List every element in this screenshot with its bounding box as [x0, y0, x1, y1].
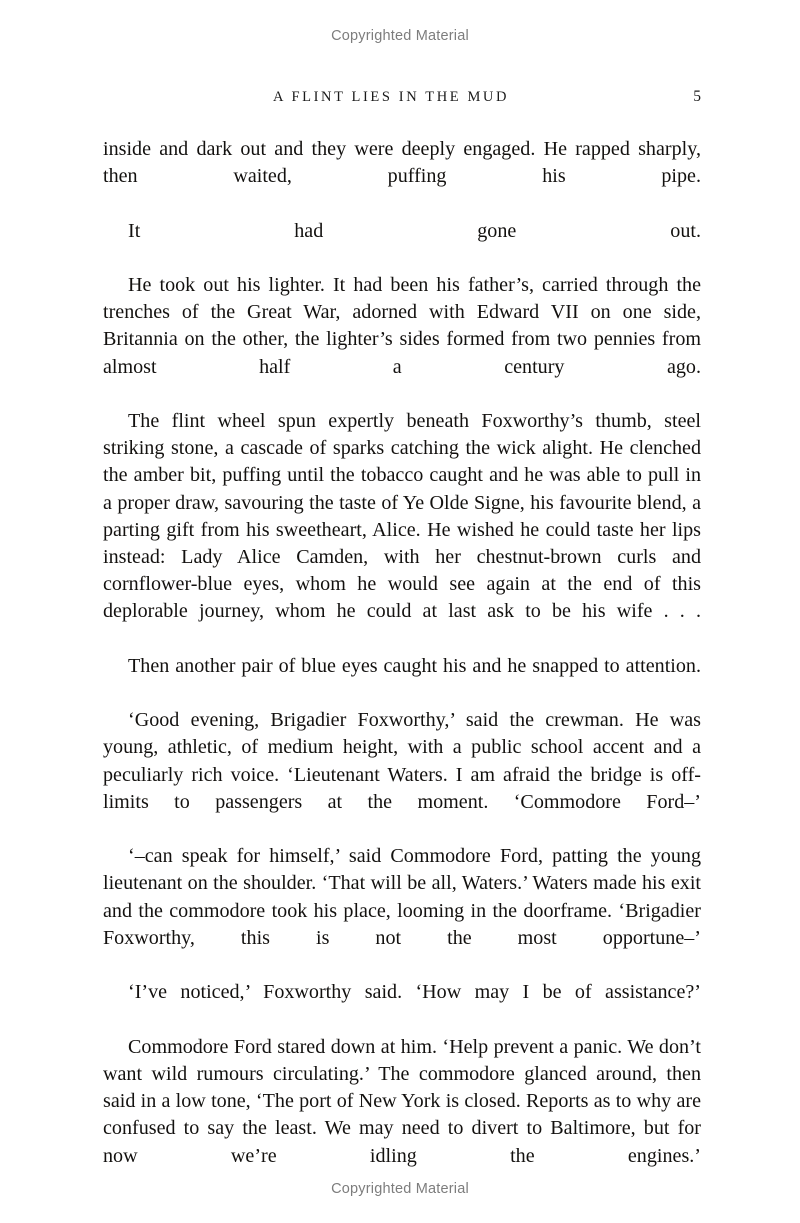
paragraph: Commodore Ford stared down at him. ‘Help prevent a panic. We don’t want wild rumours circulating.’ The commodore glanced around, then said in a low tone, ‘The port of New York is closed. Reports as to why are confused to say the least. We may need to divert to Baltimore, but for now we’re idling the engines.’ — [103, 1035, 701, 1167]
copyright-watermark-bottom: Copyrighted Material — [331, 1181, 469, 1197]
paragraph: He took out his lighter. It had been his father’s, carried through the trenches of the Great War, adorned with Edward VII on one side, Britannia on the other, the lighter’s sides formed from two pennies from almost half a century ago. — [103, 274, 701, 378]
paragraph: inside and dark out and they were deeply engaged. He rapped sharply, then waited, puffing his pipe. — [103, 138, 701, 188]
running-head — [103, 88, 701, 106]
paragraph: Then another pair of blue eyes caught his and he snapped to attention. — [128, 654, 701, 677]
page-number: 5 — [693, 88, 701, 105]
body-text — [103, 136, 701, 1197]
paragraph: ‘Good evening, Brigadier Foxworthy,’ said the crewman. He was young, athletic, of medium height, with a public school accent and a peculiarly rich voice. ‘Lieutenant Waters. I am afraid the bridge is off-limits to passengers at the moment. ‘Commodore Ford–’ — [103, 709, 701, 813]
paragraph: ‘I’ve noticed,’ Foxworthy said. ‘How may I be of assistance?’ — [128, 981, 701, 1004]
copyright-watermark-top: Copyrighted Material — [331, 28, 469, 44]
paragraph: The flint wheel spun expertly beneath Foxworthy’s thumb, steel striking stone, a cascade of sparks catching the wick alight. He clenched the amber bit, puffing until the tobacco caught and he was able to pull in a proper draw, savouring the taste of Ye Olde Signe, his favourite blend, a parting gift from his sweetheart, Alice. He wished he could taste her lips instead: Lady Alice Camden, with her chestnut-brown curls and cornflower-blue eyes, whom he would see again at the end of this deplorable journey, whom he could at last ask to be his wife . . . — [103, 410, 701, 623]
paragraph: ‘–can speak for himself,’ said Commodore Ford, patting the young lieutenant on the shoulder. ‘That will be all, Waters.’ Waters made his exit and the commodore took his place, looming in the doorframe. ‘Brigadier Foxworthy, this is not the most opportune–’ — [103, 845, 701, 949]
running-head-title: A FLINT LIES IN THE MUD — [273, 89, 510, 105]
paragraph: It had gone out. — [128, 219, 701, 242]
